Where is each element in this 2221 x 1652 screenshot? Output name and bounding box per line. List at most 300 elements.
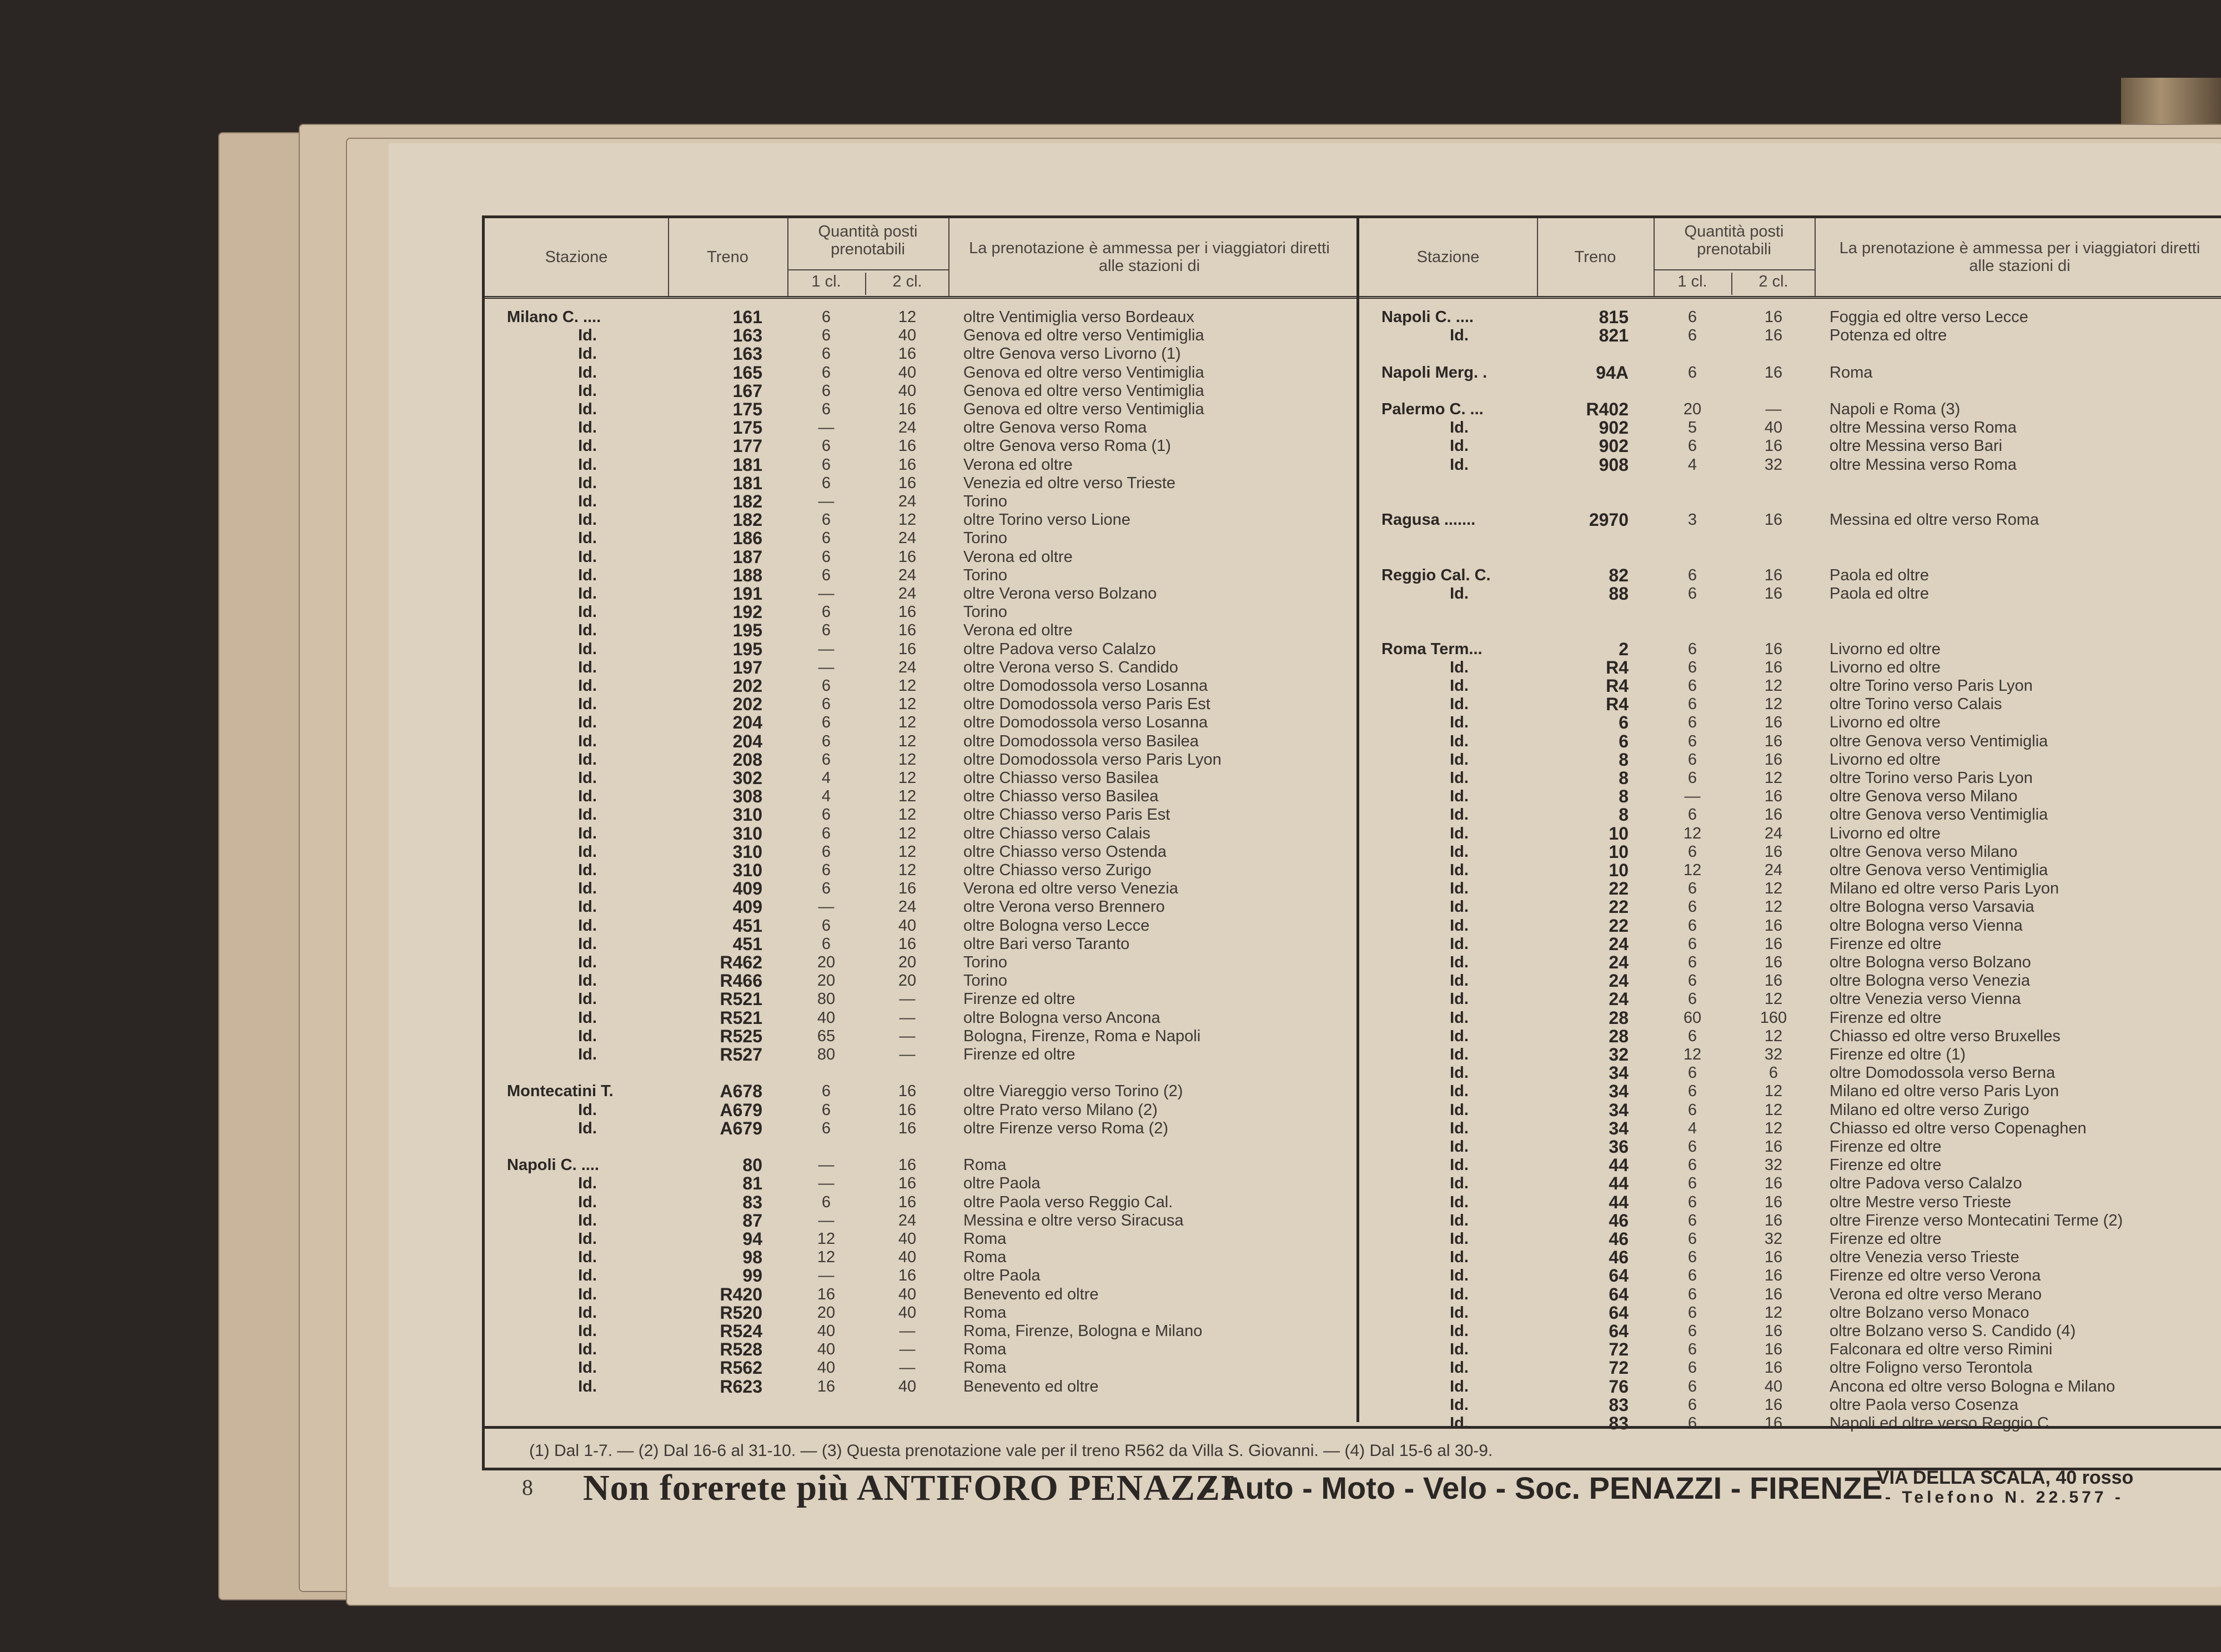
station-cell: Id. [1450,1322,1469,1340]
first-class-cell: 6 [1687,732,1697,750]
second-class-cell: — [899,1008,916,1027]
destination-cell: Roma [963,1359,1007,1377]
station-cell: Id. [1450,750,1469,769]
table-row [485,640,1356,659]
station-cell: Id. [1450,861,1469,879]
header-cl1: 1 cl. [787,273,866,295]
station-cell: Id. [1450,327,1469,345]
second-class-cell: 16 [1764,1267,1783,1285]
station-cell: Id. [1450,1395,1469,1414]
destination-cell: Foggia ed oltre verso Lecce [1830,308,2028,326]
table-row [485,621,1356,640]
destination-cell: Verona ed oltre [963,621,1073,640]
second-class-cell: 40 [898,916,917,935]
second-class-cell: 16 [1764,1138,1783,1156]
first-class-cell: 6 [1687,1303,1697,1322]
first-class-cell: 6 [1687,769,1697,787]
first-class-cell: — [818,585,835,602]
table-row [1359,843,2221,861]
station-cell: Id. [578,493,597,510]
destination-cell: oltre Viareggio verso Torino (2) [963,1082,1183,1101]
destination-cell: Milano ed oltre verso Paris Lyon [1830,880,2059,898]
second-class-cell: 16 [1764,1414,1783,1432]
table-row [485,603,1356,621]
first-class-cell: 20 [817,972,836,990]
second-class-cell: 12 [898,824,917,842]
station-cell: Id. [578,935,597,953]
table-row [485,548,1356,566]
station-cell: Id. [578,603,597,621]
header-quantita-label: Quantità posti prenotabili [1684,223,1784,258]
second-class-cell: 16 [1764,714,1783,732]
first-class-cell: 6 [821,732,831,750]
table-row [1359,751,2221,769]
header-cl2: 2 cl. [1758,273,1788,290]
station-cell: Id. [578,769,597,787]
first-class-cell: 6 [1687,714,1697,732]
table-row [1359,1101,2221,1119]
second-class-cell: 16 [1764,511,1783,529]
ad-phone: - Telefono N. 22.577 - [1885,1488,2124,1507]
second-class-cell: 32 [1764,1046,1783,1063]
second-class-cell: 24 [1764,824,1783,842]
train-cell: 88 [1609,584,1629,604]
second-class-cell: 16 [898,935,917,953]
destination-cell: oltre Torino verso Paris Lyon [1830,677,2033,695]
destination-cell: Verona ed oltre verso Merano [1830,1285,2042,1303]
second-class-cell: — [899,1027,916,1045]
first-class-cell: 6 [1687,1027,1697,1045]
train-cell: 182 [732,510,762,530]
train-cell: 308 [732,786,762,807]
train-cell: 8 [1619,805,1629,825]
station-cell: Id. [1450,1359,1469,1377]
train-cell: 83 [742,1192,762,1212]
first-class-cell: 6 [1687,437,1697,455]
second-class-cell: 40 [898,1377,917,1395]
station-cell: Id. [1450,1414,1469,1432]
second-class-cell: 12 [898,787,917,806]
second-class-cell: 16 [898,455,917,474]
destination-cell: Livorno ed oltre [1830,640,1941,658]
second-class-cell: 16 [1764,437,1783,455]
train-cell: 902 [1599,436,1629,456]
second-class-cell: — [899,990,916,1008]
station-cell: Id. [578,640,597,658]
train-cell: R562 [720,1358,762,1378]
train-cell: 64 [1609,1284,1629,1304]
station-cell: Roma Term... [1381,640,1483,658]
train-cell: 46 [1609,1229,1629,1249]
station-cell: Id. [578,327,597,345]
station-cell: Id. [578,806,597,824]
destination-cell: Firenze ed oltre [1830,1156,1942,1174]
second-class-cell: 12 [1764,677,1783,695]
first-class-cell: 6 [1687,1248,1697,1267]
train-cell: 175 [732,399,762,419]
advertisement [583,1463,2182,1513]
first-class-cell: 5 [1687,419,1697,437]
station-cell: Id. [578,1027,597,1045]
table-row [1359,935,2221,953]
first-class-cell: — [818,1211,835,1229]
table-row [1359,474,2221,493]
destination-cell: oltre Venezia verso Trieste [1830,1248,2019,1267]
station-cell: Id. [578,990,597,1008]
second-class-cell: 16 [1764,953,1783,971]
train-cell: 191 [732,584,762,604]
table-row [485,1174,1356,1193]
table-row [1359,1064,2221,1082]
station-cell: Id. [578,1008,597,1027]
destination-cell: oltre Genova verso Roma [963,419,1147,437]
train-cell: R4 [1606,694,1629,715]
first-class-cell: 6 [821,363,831,381]
second-class-cell: 16 [898,1101,917,1119]
train-cell: 28 [1609,1026,1629,1046]
train-cell: R521 [720,1007,762,1028]
destination-cell: Livorno ed oltre [1830,824,1941,842]
second-class-cell: 24 [898,529,917,548]
table-row [1359,511,2221,529]
destination-cell: Livorno ed oltre [1830,714,1941,732]
table-row [1359,732,2221,751]
table-row [1359,1174,2221,1193]
table-row [485,1101,1356,1119]
first-class-cell: 6 [821,308,831,326]
table-row [1359,1304,2221,1322]
first-class-cell: 6 [1687,1064,1697,1082]
station-cell: Id. [578,1303,597,1322]
train-cell: 8 [1619,786,1629,807]
first-class-cell: — [818,1156,835,1174]
destination-cell: Paola ed oltre [1830,585,1929,602]
train-cell: 22 [1609,915,1629,936]
second-class-cell: 12 [898,842,917,861]
first-class-cell: 6 [1687,585,1697,602]
destination-cell: Firenze ed oltre [963,990,1076,1008]
first-class-cell: 6 [1687,916,1697,935]
second-class-cell: 16 [1764,732,1783,750]
table-row [1359,1009,2221,1027]
first-class-cell: 16 [817,1377,836,1395]
second-class-cell: 24 [898,493,917,510]
destination-cell: Genova ed oltre verso Ventimiglia [963,381,1204,400]
train-cell: R4 [1606,657,1629,677]
second-class-cell: 16 [1764,1285,1783,1303]
second-class-cell: 40 [898,1248,917,1267]
destination-cell: Torino [963,972,1007,990]
second-class-cell: 16 [1764,935,1783,953]
table-row [1359,456,2221,474]
table-row [485,1064,1356,1082]
destination-cell: oltre Verona verso S. Candido [963,658,1178,676]
second-class-cell: 16 [1764,842,1783,861]
first-class-cell: 6 [1687,1267,1697,1285]
train-cell: 36 [1609,1137,1629,1157]
second-class-cell: 12 [898,769,917,787]
first-class-cell: 80 [817,990,836,1008]
table-row [1359,327,2221,345]
station-cell: Id. [578,511,597,529]
destination-cell: oltre Torino verso Lione [963,511,1130,529]
second-class-cell: 16 [898,621,917,640]
table-row [1359,493,2221,511]
table-row [485,935,1356,953]
table-row [485,1156,1356,1174]
second-class-cell: 24 [898,898,917,916]
header-treno: Treno [668,218,788,296]
second-class-cell: 16 [898,474,917,492]
first-class-cell: 6 [1687,1174,1697,1193]
first-class-cell: — [818,1267,835,1285]
first-class-cell: 4 [821,787,831,806]
second-class-cell: 16 [1764,1248,1783,1267]
table-row [1359,1248,2221,1267]
table-row [485,511,1356,529]
first-class-cell: 6 [1687,1082,1697,1101]
table-row [1359,917,2221,935]
destination-cell: oltre Chiasso verso Zurigo [963,861,1152,879]
table-row [485,1286,1356,1304]
destination-cell: oltre Chiasso verso Ostenda [963,842,1167,861]
destination-cell: oltre Paola verso Cosenza [1830,1395,2019,1414]
destination-cell: oltre Bolzano verso S. Candido (4) [1830,1322,2076,1340]
first-class-cell: 6 [1687,1211,1697,1229]
first-class-cell: 6 [821,842,831,861]
table-row [485,1119,1356,1138]
station-cell: Id. [578,548,597,566]
station-cell: Id. [1450,732,1469,750]
second-class-cell: 40 [1764,419,1783,437]
train-cell: 24 [1609,971,1629,991]
train-cell: 32 [1609,1045,1629,1064]
train-cell: 186 [732,528,762,549]
first-class-cell: 65 [817,1027,836,1045]
train-cell: 208 [732,749,762,770]
first-class-cell: 6 [821,474,831,492]
train-cell: 821 [1599,325,1629,346]
table-row [1359,1230,2221,1248]
first-class-cell: 6 [821,677,831,695]
train-cell: R4 [1606,676,1629,696]
first-class-cell: 6 [1687,1414,1697,1432]
table-row [485,364,1356,382]
destination-cell: oltre Domodossola verso Paris Est [963,695,1210,714]
second-class-cell: 12 [898,732,917,750]
second-class-cell: 16 [898,1119,917,1137]
second-class-cell: 40 [898,363,917,381]
table-row [485,898,1356,916]
station-cell: Ragusa ....... [1381,511,1476,529]
second-class-cell: 16 [898,640,917,658]
second-class-cell: 20 [898,972,917,990]
second-class-cell: — [899,1046,916,1063]
second-class-cell: 20 [898,953,917,971]
station-cell: Id. [1450,419,1469,437]
train-cell: 310 [732,823,762,843]
train-cell: 202 [732,694,762,715]
table-row [485,529,1356,548]
destination-cell: oltre Genova verso Milano [1830,842,2018,861]
destination-cell: Verona ed oltre [963,548,1073,566]
table-half-left [485,218,1359,1422]
station-cell: Id. [1450,658,1469,676]
table-row [1359,400,2221,419]
station-cell: Id. [1450,972,1469,990]
first-class-cell: 6 [821,695,831,714]
first-class-cell: 6 [821,455,831,474]
destination-cell: Chiasso ed oltre verso Copenaghen [1830,1119,2087,1137]
station-cell: Id. [1450,1138,1469,1156]
header-quantita-label: Quantità posti prenotabili [818,223,918,258]
table-row [485,493,1356,511]
train-cell: 34 [1609,1063,1629,1083]
second-class-cell: 40 [1764,1377,1783,1395]
train-cell: 22 [1609,878,1629,899]
table-row [485,861,1356,880]
table-row [485,1082,1356,1101]
second-class-cell: 16 [898,548,917,566]
station-cell: Id. [578,1101,597,1119]
table-row [485,1378,1356,1396]
station-cell: Id. [1450,787,1469,806]
first-class-cell: 6 [821,1119,831,1137]
table-row [485,972,1356,990]
table-row [485,751,1356,769]
second-class-cell: 16 [1764,1322,1783,1340]
reservation-table [482,215,2221,1470]
table-row [485,990,1356,1008]
station-cell: Id. [578,861,597,879]
header-cl2: 2 cl. [892,273,922,290]
train-cell: 64 [1609,1266,1629,1286]
station-cell: Id. [578,474,597,492]
table-row [1359,787,2221,806]
train-cell: 94 [742,1229,762,1249]
station-cell: Montecatini T. [507,1082,614,1101]
destination-cell: Roma [963,1230,1007,1248]
second-class-cell: 40 [898,381,917,400]
first-class-cell: 12 [1683,1046,1702,1063]
destination-cell: oltre Domodossola verso Losanna [963,677,1208,695]
train-cell: A679 [720,1099,762,1120]
station-cell: Id. [578,566,597,584]
first-class-cell: — [818,658,835,676]
station-cell: Id. [578,419,597,437]
first-class-cell: 20 [817,1303,836,1322]
train-cell: 2 [1619,639,1629,659]
table-row [485,1322,1356,1340]
first-class-cell: 6 [1687,327,1697,345]
first-class-cell: 6 [1687,566,1697,584]
first-class-cell: 6 [1687,640,1697,658]
second-class-cell: 12 [898,750,917,769]
station-cell: Napoli C. .... [1381,308,1474,326]
destination-cell: Falconara ed oltre verso Rimini [1830,1340,2053,1359]
train-cell: 195 [732,639,762,659]
first-class-cell: 6 [1687,806,1697,824]
table-row [485,825,1356,843]
first-class-cell: 6 [1687,842,1697,861]
destination-cell: oltre Chiasso verso Basilea [963,769,1159,787]
table-row [1359,364,2221,382]
second-class-cell: 24 [898,585,917,602]
destination-cell: Roma [963,1303,1007,1322]
station-cell: Id. [578,750,597,769]
station-cell: Id. [1450,714,1469,732]
destination-cell: Genova ed oltre verso Ventimiglia [963,327,1204,345]
train-cell: 10 [1609,823,1629,843]
second-class-cell: 6 [1768,1064,1778,1082]
table-row [485,1248,1356,1267]
second-class-cell: 16 [1764,658,1783,676]
second-class-cell: 16 [1764,327,1783,345]
train-cell: R521 [720,989,762,1010]
train-cell: R402 [1586,399,1629,419]
destination-cell: Milano ed oltre verso Zurigo [1830,1101,2029,1119]
destination-cell: Livorno ed oltre [1830,658,1941,676]
table-row [1359,1286,2221,1304]
first-class-cell: 6 [821,437,831,455]
train-cell: 188 [732,565,762,585]
train-cell: 197 [732,657,762,677]
destination-cell: oltre Domodossola verso Basilea [963,732,1199,750]
station-cell: Id. [1450,437,1469,455]
header-quantita [1654,218,1816,296]
station-cell: Id. [578,1248,597,1267]
first-class-cell: 40 [817,1340,836,1359]
train-cell: 310 [732,841,762,862]
first-class-cell: 6 [821,1082,831,1101]
second-class-cell: 12 [1764,1101,1783,1119]
station-cell: Id. [578,695,597,714]
station-cell: Id. [578,400,597,418]
destination-cell: oltre Bolzano verso Monaco [1830,1303,2029,1322]
first-class-cell: 6 [821,400,831,418]
station-cell: Id. [1450,1027,1469,1045]
second-class-cell: 12 [1764,769,1783,787]
train-cell: 64 [1609,1302,1629,1323]
destination-cell: Firenze ed oltre verso Verona [1830,1267,2041,1285]
station-cell: Id. [578,363,597,381]
station-cell: Id. [578,529,597,548]
destination-cell: oltre Paola [963,1174,1041,1193]
first-class-cell: 6 [1687,1156,1697,1174]
destination-cell: Milano ed oltre verso Paris Lyon [1830,1082,2059,1101]
first-class-cell: 20 [1683,400,1702,418]
destination-cell: oltre Verona verso Brennero [963,898,1165,916]
table-row [1359,548,2221,566]
table-row [485,843,1356,861]
station-cell: Id. [578,1267,597,1285]
second-class-cell: 16 [898,1193,917,1211]
station-cell: Id. [1450,806,1469,824]
destination-cell: Roma [963,1340,1007,1359]
station-cell: Id. [1450,1156,1469,1174]
first-class-cell: 6 [1687,898,1697,916]
table-row [485,732,1356,751]
station-cell: Id. [1450,990,1469,1008]
destination-cell: oltre Genova verso Livorno (1) [963,345,1181,363]
destination-cell: oltre Prato verso Milano (2) [963,1101,1158,1119]
table-row [1359,1267,2221,1285]
first-class-cell: 6 [1687,1101,1697,1119]
destination-cell: oltre Foligno verso Terontola [1830,1359,2033,1377]
train-cell: 192 [732,602,762,622]
first-class-cell: 6 [821,548,831,566]
train-cell: R528 [720,1339,762,1360]
